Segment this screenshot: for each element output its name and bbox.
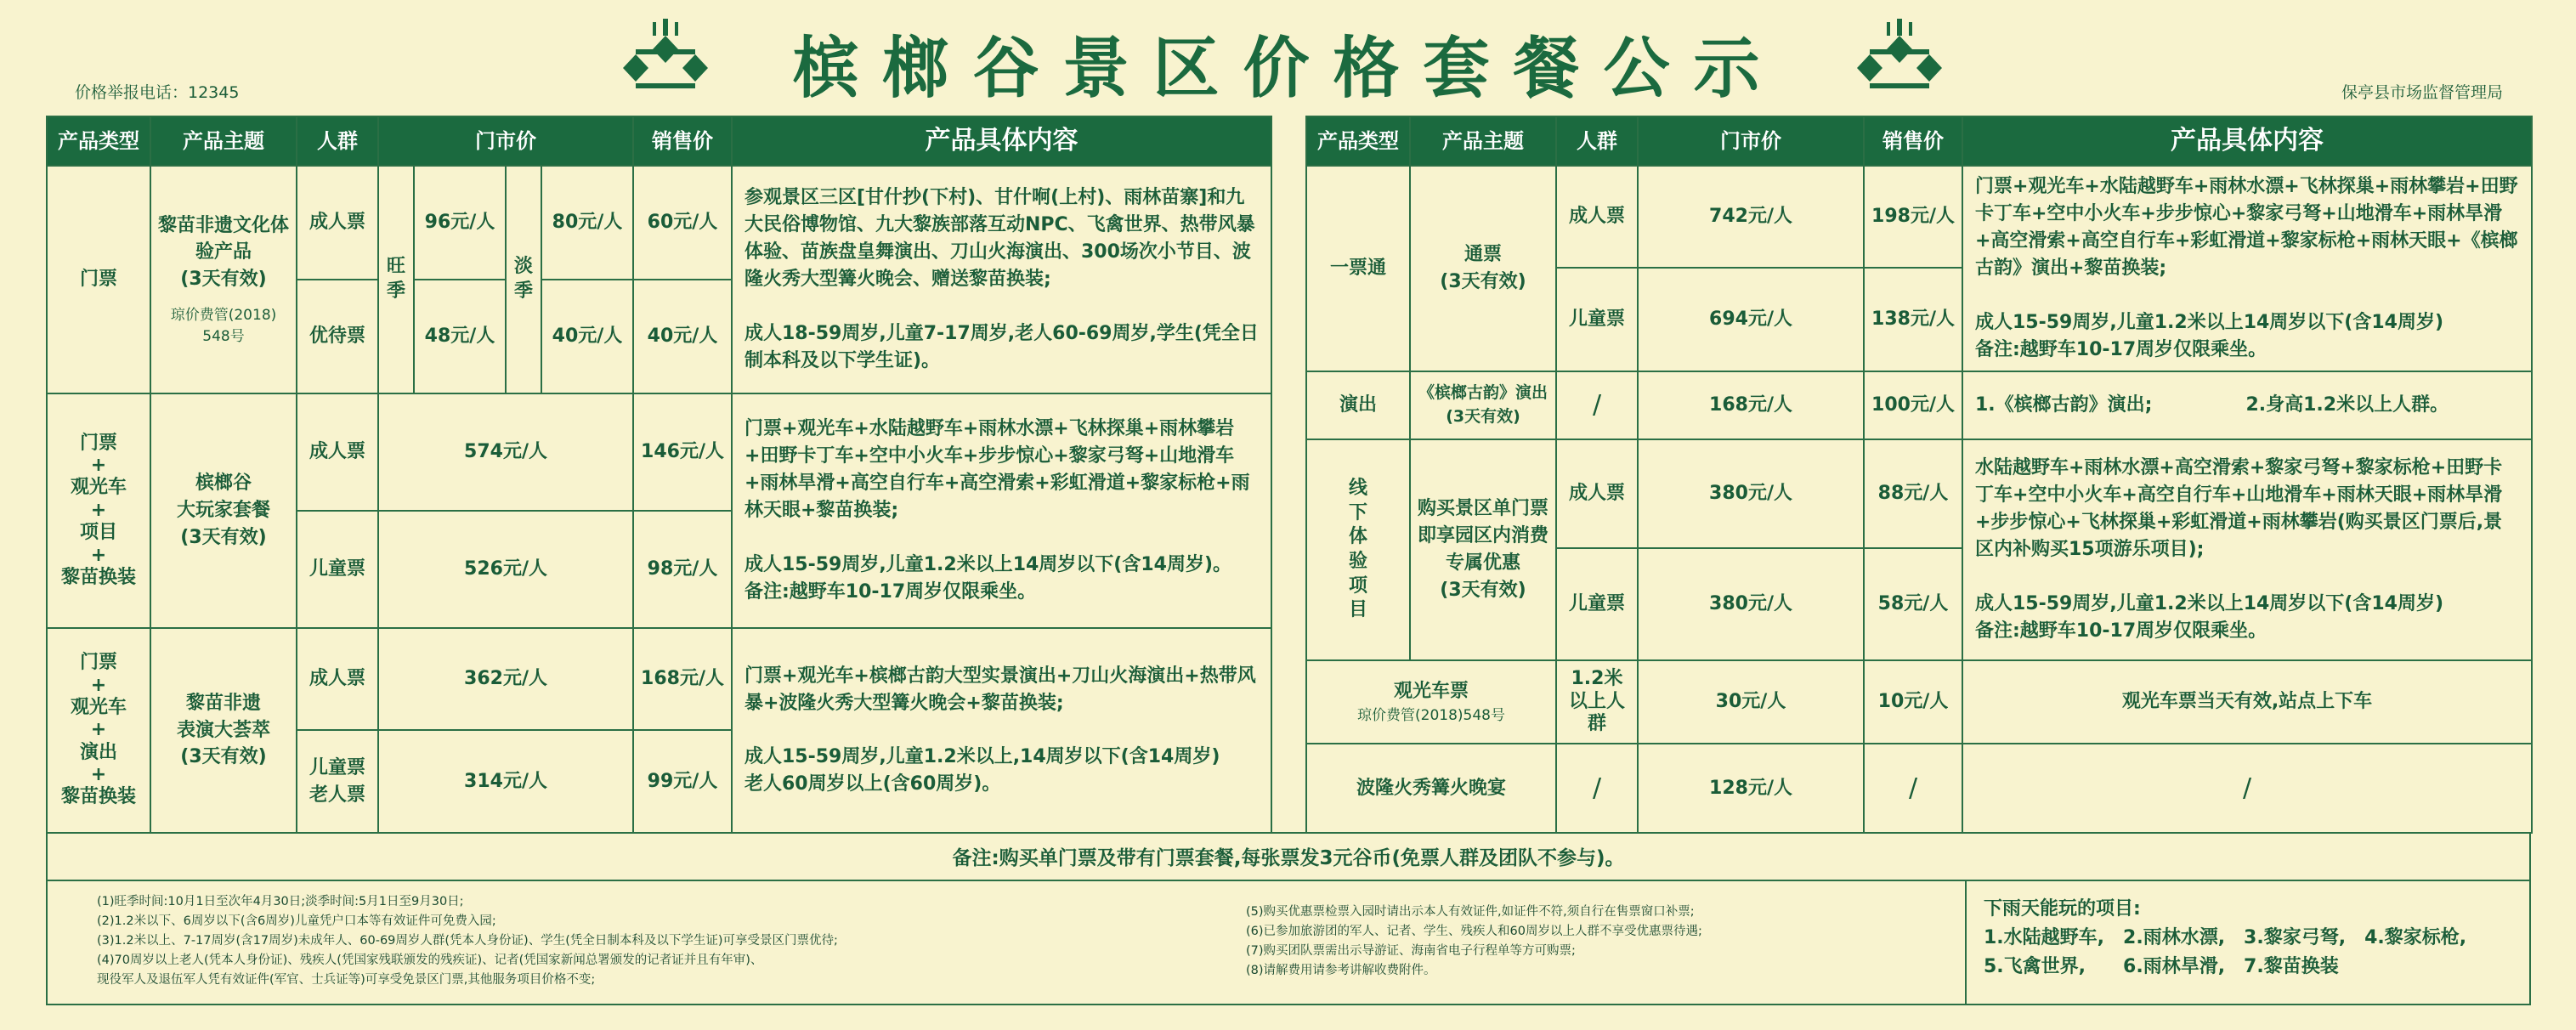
product-theme: 槟榔谷 大玩家套餐 (3天有效) [150,393,297,628]
header-content: 产品具体内容 [1962,116,2532,166]
crowd: 成人票 [297,393,378,511]
remark-bar: 备注:购买单门票及带有门票套餐,每张票发3元谷币(免票人群及团队不参与)。 [46,832,2531,881]
content-desc: 门票+观光车+槟榔古韵大型实景演出+刀山火海演出+热带风暴+波隆火秀大型篝火晚会+黎苗换装; 成人15-59周岁,儿童1.2米以上,14周岁以下(含14周岁) 老人60周岁以上(含60周岁)。 [732,628,1271,833]
header-list-price: 门市价 [1638,116,1864,166]
peak-price: 48元/人 [414,280,506,393]
product-type: 门票 [47,166,150,393]
list-price: 526元/人 [378,511,633,628]
list-price: 128元/人 [1638,744,1864,833]
header-crowd: 人群 [1556,116,1638,166]
list-price: 380元/人 [1638,548,1864,660]
list-price: 362元/人 [378,628,633,730]
hotline-text: 价格举报电话：12345 [75,83,240,102]
crowd: / [1556,371,1638,439]
list-price: 742元/人 [1638,166,1864,268]
list-price: 380元/人 [1638,439,1864,548]
sale-price: 88元/人 [1864,439,1962,548]
product-type: 波隆火秀篝火晚宴 [1306,744,1556,833]
header-theme: 产品主题 [1410,116,1556,166]
header-crowd: 人群 [297,116,378,166]
product-theme: 黎苗非遗 表演大荟萃 (3天有效) [150,628,297,833]
footnote: 现役军人及退伍军人凭有效证件(军官、士兵证等)可享受免景区门票,其他服务项目价格不变; [97,973,596,987]
sale-price: 10元/人 [1864,660,1962,744]
product-type: 线下体验项目 [1306,439,1410,660]
crowd: 成人票 [297,166,378,280]
content-desc: 1.《槟榔古韵》演出; 2.身高1.2米以上人群。 [1962,371,2532,439]
right-price-table [1305,116,2533,834]
content-desc: / [1962,744,2532,833]
page-title: 槟榔谷景区价格套餐公示 [792,31,1784,107]
rainy-title: 下雨天能玩的项目: [1984,898,2141,920]
type-note: 琼价费管(2018)548号 [1357,706,1505,724]
sale-price: 168元/人 [633,628,732,730]
crowd: 成人票 [1556,439,1638,548]
rainy-line: 1.水陆越野车, 2.雨林水漂, 3.黎家弓弩, 4.黎家标枪, [1984,927,2467,948]
header-type: 产品类型 [1306,116,1410,166]
sale-price: 40元/人 [633,280,732,393]
product-theme: 黎苗非遗文化体验产品 (3天有效) 琼价费管(2018) 548号 [150,166,297,393]
crowd: 1.2米 以上人群 [1556,660,1638,744]
product-type: 门票 + 观光车 + 演出 + 黎苗换装 [47,628,150,833]
left-price-table [46,116,1272,834]
header-sale-price: 销售价 [1864,116,1962,166]
crowd: 儿童票 [1556,268,1638,371]
sale-price: 99元/人 [633,730,732,833]
header-content: 产品具体内容 [732,116,1271,166]
list-price: 314元/人 [378,730,633,833]
sale-price: 198元/人 [1864,166,1962,268]
agency-text: 保亭县市场监督管理局 [2341,83,2503,102]
season-peak: 旺季 [378,166,414,393]
sale-price: / [1864,744,1962,833]
sale-price: 58元/人 [1864,548,1962,660]
season-low: 淡季 [506,166,541,393]
header-sale-price: 销售价 [633,116,732,166]
crowd: 儿童票 [297,511,378,628]
crowd: 成人票 [297,628,378,730]
sale-price: 98元/人 [633,511,732,628]
theme-note: 琼价费管(2018) 548号 [170,307,277,345]
sale-price: 146元/人 [633,393,732,511]
content-desc: 参观景区三区[甘什抄(下村)、甘什哬(上村)、雨林苗寨]和九大民俗博物馆、九大黎族部落互动NPC、飞禽世界、热带风暴体验、苗族盘皇舞演出、刀山火海演出、300场次小节目、波隆火秀大型篝火晚会、赠送黎苗换装; 成人18-59周岁,儿童7-17周岁,老人60-69周岁,学生(凭全日制本科及以下学生证)。 [732,166,1271,393]
rainy-line: 5.飞禽世界, 6.雨林旱滑, 7.黎苗换装 [1984,956,2339,977]
sale-price: 60元/人 [633,166,732,280]
header-type: 产品类型 [47,116,150,166]
header-theme: 产品主题 [150,116,297,166]
content-desc: 门票+观光车+水陆越野车+雨林水漂+飞林探巢+雨林攀岩+田野卡丁车+空中小火车+步步惊心+黎家弓弩+山地滑车+雨林旱滑+高空自行车+高空滑索+彩虹滑道+黎家标枪+雨林天眼+黎苗换装; 成人15-59周岁,儿童1.2米以上14周岁以下(含14周岁)。 备注:越野车10-17周岁仅限乘坐。 [732,393,1271,628]
crowd: 成人票 [1556,166,1638,268]
list-price: 694元/人 [1638,268,1864,371]
product-theme: 《槟榔古韵》演出 (3天有效) [1410,371,1556,439]
peak-price: 96元/人 [414,166,506,280]
crowd: 儿童票 老人票 [297,730,378,833]
product-theme: 购买景区单门票即享园区内消费专属优惠 (3天有效) [1410,439,1556,660]
footnote: (6)已参加旅游团的军人、记者、学生、残疾人和60周岁以上人群不享受优惠票待遇; [1246,925,1702,938]
product-type: 门票 + 观光车 + 项目 + 黎苗换装 [47,393,150,628]
product-type: 观光车票 琼价费管(2018)548号 [1306,660,1556,744]
sale-price: 100元/人 [1864,371,1962,439]
list-price: 30元/人 [1638,660,1864,744]
crowd: / [1556,744,1638,833]
crowd: 儿童票 [1556,548,1638,660]
footnote: (3)1.2米以上、7-17周岁(含17周岁)未成年人、60-69周岁人群(凭本人身份证)、学生(凭全日制本科及以下学生证)可享受景区门票优待; [97,934,838,948]
footnote: (5)购买优惠票检票入园时请出示本人有效证件,如证件不符,须自行在售票窗口补票; [1246,905,1695,919]
content-desc: 水陆越野车+雨林水漂+高空滑索+黎家弓弩+黎家标枪+田野卡丁车+空中小火车+高空自行车+山地滑车+雨林天眼+雨林旱滑+步步惊心+飞林探巢+彩虹滑道+雨林攀岩(购买景区门票后,景区内补购买15项游乐项目); 成人15-59周岁,儿童1.2米以上14周岁以下(含14周岁) 备注:越野车10-17周岁仅限乘坐。 [1962,439,2532,660]
footnotes-mid [1246,903,1951,981]
list-price: 168元/人 [1638,371,1864,439]
crowd: 优待票 [297,280,378,393]
header-list-price: 门市价 [378,116,633,166]
footnote: (8)请解费用请参考讲解收费附件。 [1246,964,1436,977]
rainy-day-box [1965,881,2531,1005]
low-price: 40元/人 [541,280,633,393]
footnote: (4)70周岁以上老人(凭本人身份证)、残疾人(凭国家残联颁发的残疾证)、记者(凭国家新闻总署颁发的记者证并且有年审)、 [97,954,763,967]
product-type: 演出 [1306,371,1410,439]
product-type: 一票通 [1306,166,1410,371]
product-theme: 通票 (3天有效) [1410,166,1556,371]
footnotes-left [97,892,1202,990]
sale-price: 138元/人 [1864,268,1962,371]
list-price: 574元/人 [378,393,633,511]
content-desc: 观光车票当天有效,站点上下车 [1962,660,2532,744]
content-desc: 门票+观光车+水陆越野车+雨林水漂+飞林探巢+雨林攀岩+田野卡丁车+空中小火车+步步惊心+黎家弓弩+山地滑车+雨林旱滑+高空滑索+高空自行车+彩虹滑道+黎家标枪+雨林天眼+《槟榔古韵》演出+黎苗换装; 成人15-59周岁,儿童1.2米以上14周岁以下(含14周岁) 备注:越野车10-17周岁仅限乘坐。 [1962,166,2532,371]
footnote: (1)旺季时间:10月1日至次年4月30日;淡季时间:5月1日至9月30日; [97,895,464,908]
footnote: (7)购买团队票需出示导游证、海南省电子行程单等方可购票; [1246,944,1576,958]
low-price: 80元/人 [541,166,633,280]
footnote: (2)1.2米以下、6周岁以下(含6周岁)儿童凭户口本等有效证件可免费入园; [97,914,496,928]
